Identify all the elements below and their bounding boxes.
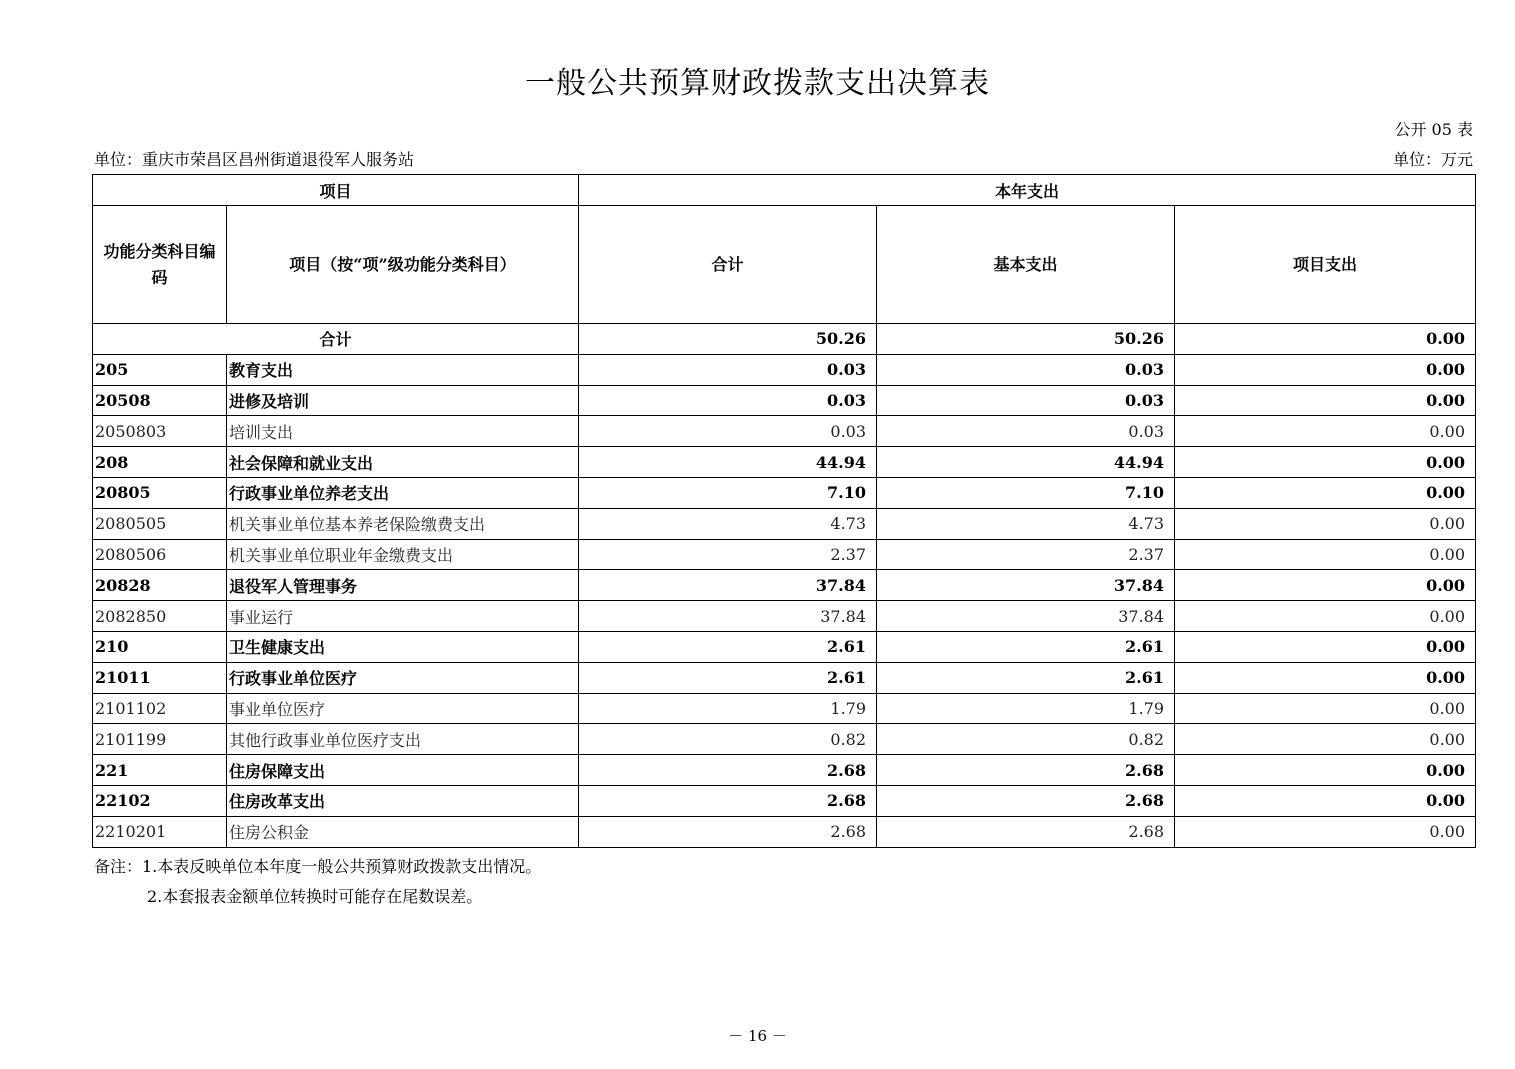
row-basic: 0.82 <box>877 724 1175 755</box>
row-name: 机关事业单位基本养老保险缴费支出 <box>227 508 579 539</box>
row-code: 2080506 <box>93 539 227 570</box>
table-row <box>93 354 1476 385</box>
row-name: 机关事业单位职业年金缴费支出 <box>227 539 579 570</box>
row-project: 0.00 <box>1175 477 1476 508</box>
row-total: 0.03 <box>579 354 877 385</box>
row-total: 37.84 <box>579 570 877 601</box>
table-row <box>93 816 1476 847</box>
row-total: 44.94 <box>579 447 877 478</box>
table-row <box>93 755 1476 786</box>
row-name: 住房改革支出 <box>227 785 579 816</box>
header-project-expense: 项目支出 <box>1175 206 1476 324</box>
row-project: 0.00 <box>1175 785 1476 816</box>
row-basic: 4.73 <box>877 508 1175 539</box>
header-row-2 <box>93 206 1476 324</box>
row-code: 208 <box>93 447 227 478</box>
table-row <box>93 724 1476 755</box>
row-project: 0.00 <box>1175 354 1476 385</box>
row-basic: 0.03 <box>877 416 1175 447</box>
row-name: 其他行政事业单位医疗支出 <box>227 724 579 755</box>
row-code: 2080505 <box>93 508 227 539</box>
row-name: 住房保障支出 <box>227 755 579 786</box>
notes <box>94 852 541 912</box>
note-line-1: 备注：1.本表反映单位本年度一般公共预算财政拨款支出情况。 <box>94 857 542 876</box>
row-total: 7.10 <box>579 477 877 508</box>
row-name: 培训支出 <box>227 416 579 447</box>
row-project: 0.00 <box>1175 447 1476 478</box>
table-row <box>93 539 1476 570</box>
row-total: 2.37 <box>579 539 877 570</box>
total-amount: 50.26 <box>579 324 877 355</box>
table-row <box>93 662 1476 693</box>
row-name: 卫生健康支出 <box>227 631 579 662</box>
row-basic: 2.68 <box>877 755 1175 786</box>
row-project: 0.00 <box>1175 816 1476 847</box>
unit-organization: 单位：重庆市荣昌区昌州街道退役军人服务站 <box>94 150 415 169</box>
total-label: 合计 <box>93 324 579 355</box>
row-project: 0.00 <box>1175 539 1476 570</box>
row-project: 0.00 <box>1175 724 1476 755</box>
row-project: 0.00 <box>1175 631 1476 662</box>
row-total: 37.84 <box>579 601 877 632</box>
row-basic: 2.61 <box>877 662 1175 693</box>
total-row <box>93 324 1476 355</box>
row-total: 4.73 <box>579 508 877 539</box>
row-project: 0.00 <box>1175 755 1476 786</box>
row-total: 0.82 <box>579 724 877 755</box>
row-code: 2050803 <box>93 416 227 447</box>
row-project: 0.00 <box>1175 508 1476 539</box>
total-project: 0.00 <box>1175 324 1476 355</box>
row-code: 22102 <box>93 785 227 816</box>
row-project: 0.00 <box>1175 385 1476 416</box>
header-project: 项目 <box>93 175 579 206</box>
row-code: 221 <box>93 755 227 786</box>
row-name: 进修及培训 <box>227 385 579 416</box>
table-row <box>93 693 1476 724</box>
row-basic: 7.10 <box>877 477 1175 508</box>
table-row <box>93 570 1476 601</box>
row-name: 行政事业单位医疗 <box>227 662 579 693</box>
row-basic: 1.79 <box>877 693 1175 724</box>
row-project: 0.00 <box>1175 416 1476 447</box>
row-code: 2101102 <box>93 693 227 724</box>
row-code: 21011 <box>93 662 227 693</box>
row-code: 20828 <box>93 570 227 601</box>
row-total: 1.79 <box>579 693 877 724</box>
row-total: 2.61 <box>579 662 877 693</box>
row-name: 教育支出 <box>227 354 579 385</box>
table-row <box>93 631 1476 662</box>
form-number: 公开 05 表 <box>1394 120 1473 139</box>
row-project: 0.00 <box>1175 570 1476 601</box>
row-basic: 2.61 <box>877 631 1175 662</box>
header-row-1 <box>93 175 1476 206</box>
row-basic: 2.68 <box>877 785 1175 816</box>
page-title: 一般公共预算财政拨款支出决算表 <box>525 66 990 101</box>
row-total: 2.68 <box>579 816 877 847</box>
row-basic: 37.84 <box>877 570 1175 601</box>
row-total: 2.68 <box>579 755 877 786</box>
row-name: 住房公积金 <box>227 816 579 847</box>
row-project: 0.00 <box>1175 693 1476 724</box>
unit-currency: 单位：万元 <box>1392 150 1473 169</box>
row-basic: 0.03 <box>877 385 1175 416</box>
note-line-2: 2.本套报表金额单位转换时可能存在尾数误差。 <box>147 887 483 906</box>
row-basic: 2.37 <box>877 539 1175 570</box>
row-total: 2.61 <box>579 631 877 662</box>
header-code: 功能分类科目编码 <box>93 206 227 324</box>
row-project: 0.00 <box>1175 601 1476 632</box>
header-total: 合计 <box>579 206 877 324</box>
row-basic: 0.03 <box>877 354 1175 385</box>
row-name: 社会保障和就业支出 <box>227 447 579 478</box>
row-name: 退役军人管理事务 <box>227 570 579 601</box>
row-code: 20805 <box>93 477 227 508</box>
row-code: 20508 <box>93 385 227 416</box>
row-code: 2101199 <box>93 724 227 755</box>
row-total: 0.03 <box>579 385 877 416</box>
table-row <box>93 385 1476 416</box>
row-total: 0.03 <box>579 416 877 447</box>
row-name: 事业运行 <box>227 601 579 632</box>
header-item: 项目（按“项”级功能分类科目） <box>227 206 579 324</box>
row-total: 2.68 <box>579 785 877 816</box>
row-name: 事业单位医疗 <box>227 693 579 724</box>
table-row <box>93 477 1476 508</box>
table-row <box>93 785 1476 816</box>
row-code: 210 <box>93 631 227 662</box>
row-code: 2082850 <box>93 601 227 632</box>
table-row <box>93 447 1476 478</box>
row-code: 205 <box>93 354 227 385</box>
row-project: 0.00 <box>1175 662 1476 693</box>
row-basic: 44.94 <box>877 447 1175 478</box>
header-year-expense: 本年支出 <box>579 175 1476 206</box>
table-row <box>93 508 1476 539</box>
row-basic: 37.84 <box>877 601 1175 632</box>
page-number: － 16 － <box>728 1027 787 1045</box>
table-row <box>93 416 1476 447</box>
row-code: 2210201 <box>93 816 227 847</box>
row-name: 行政事业单位养老支出 <box>227 477 579 508</box>
header-basic: 基本支出 <box>877 206 1175 324</box>
row-basic: 2.68 <box>877 816 1175 847</box>
total-basic: 50.26 <box>877 324 1175 355</box>
expenditure-table <box>92 174 1476 848</box>
table-row <box>93 601 1476 632</box>
